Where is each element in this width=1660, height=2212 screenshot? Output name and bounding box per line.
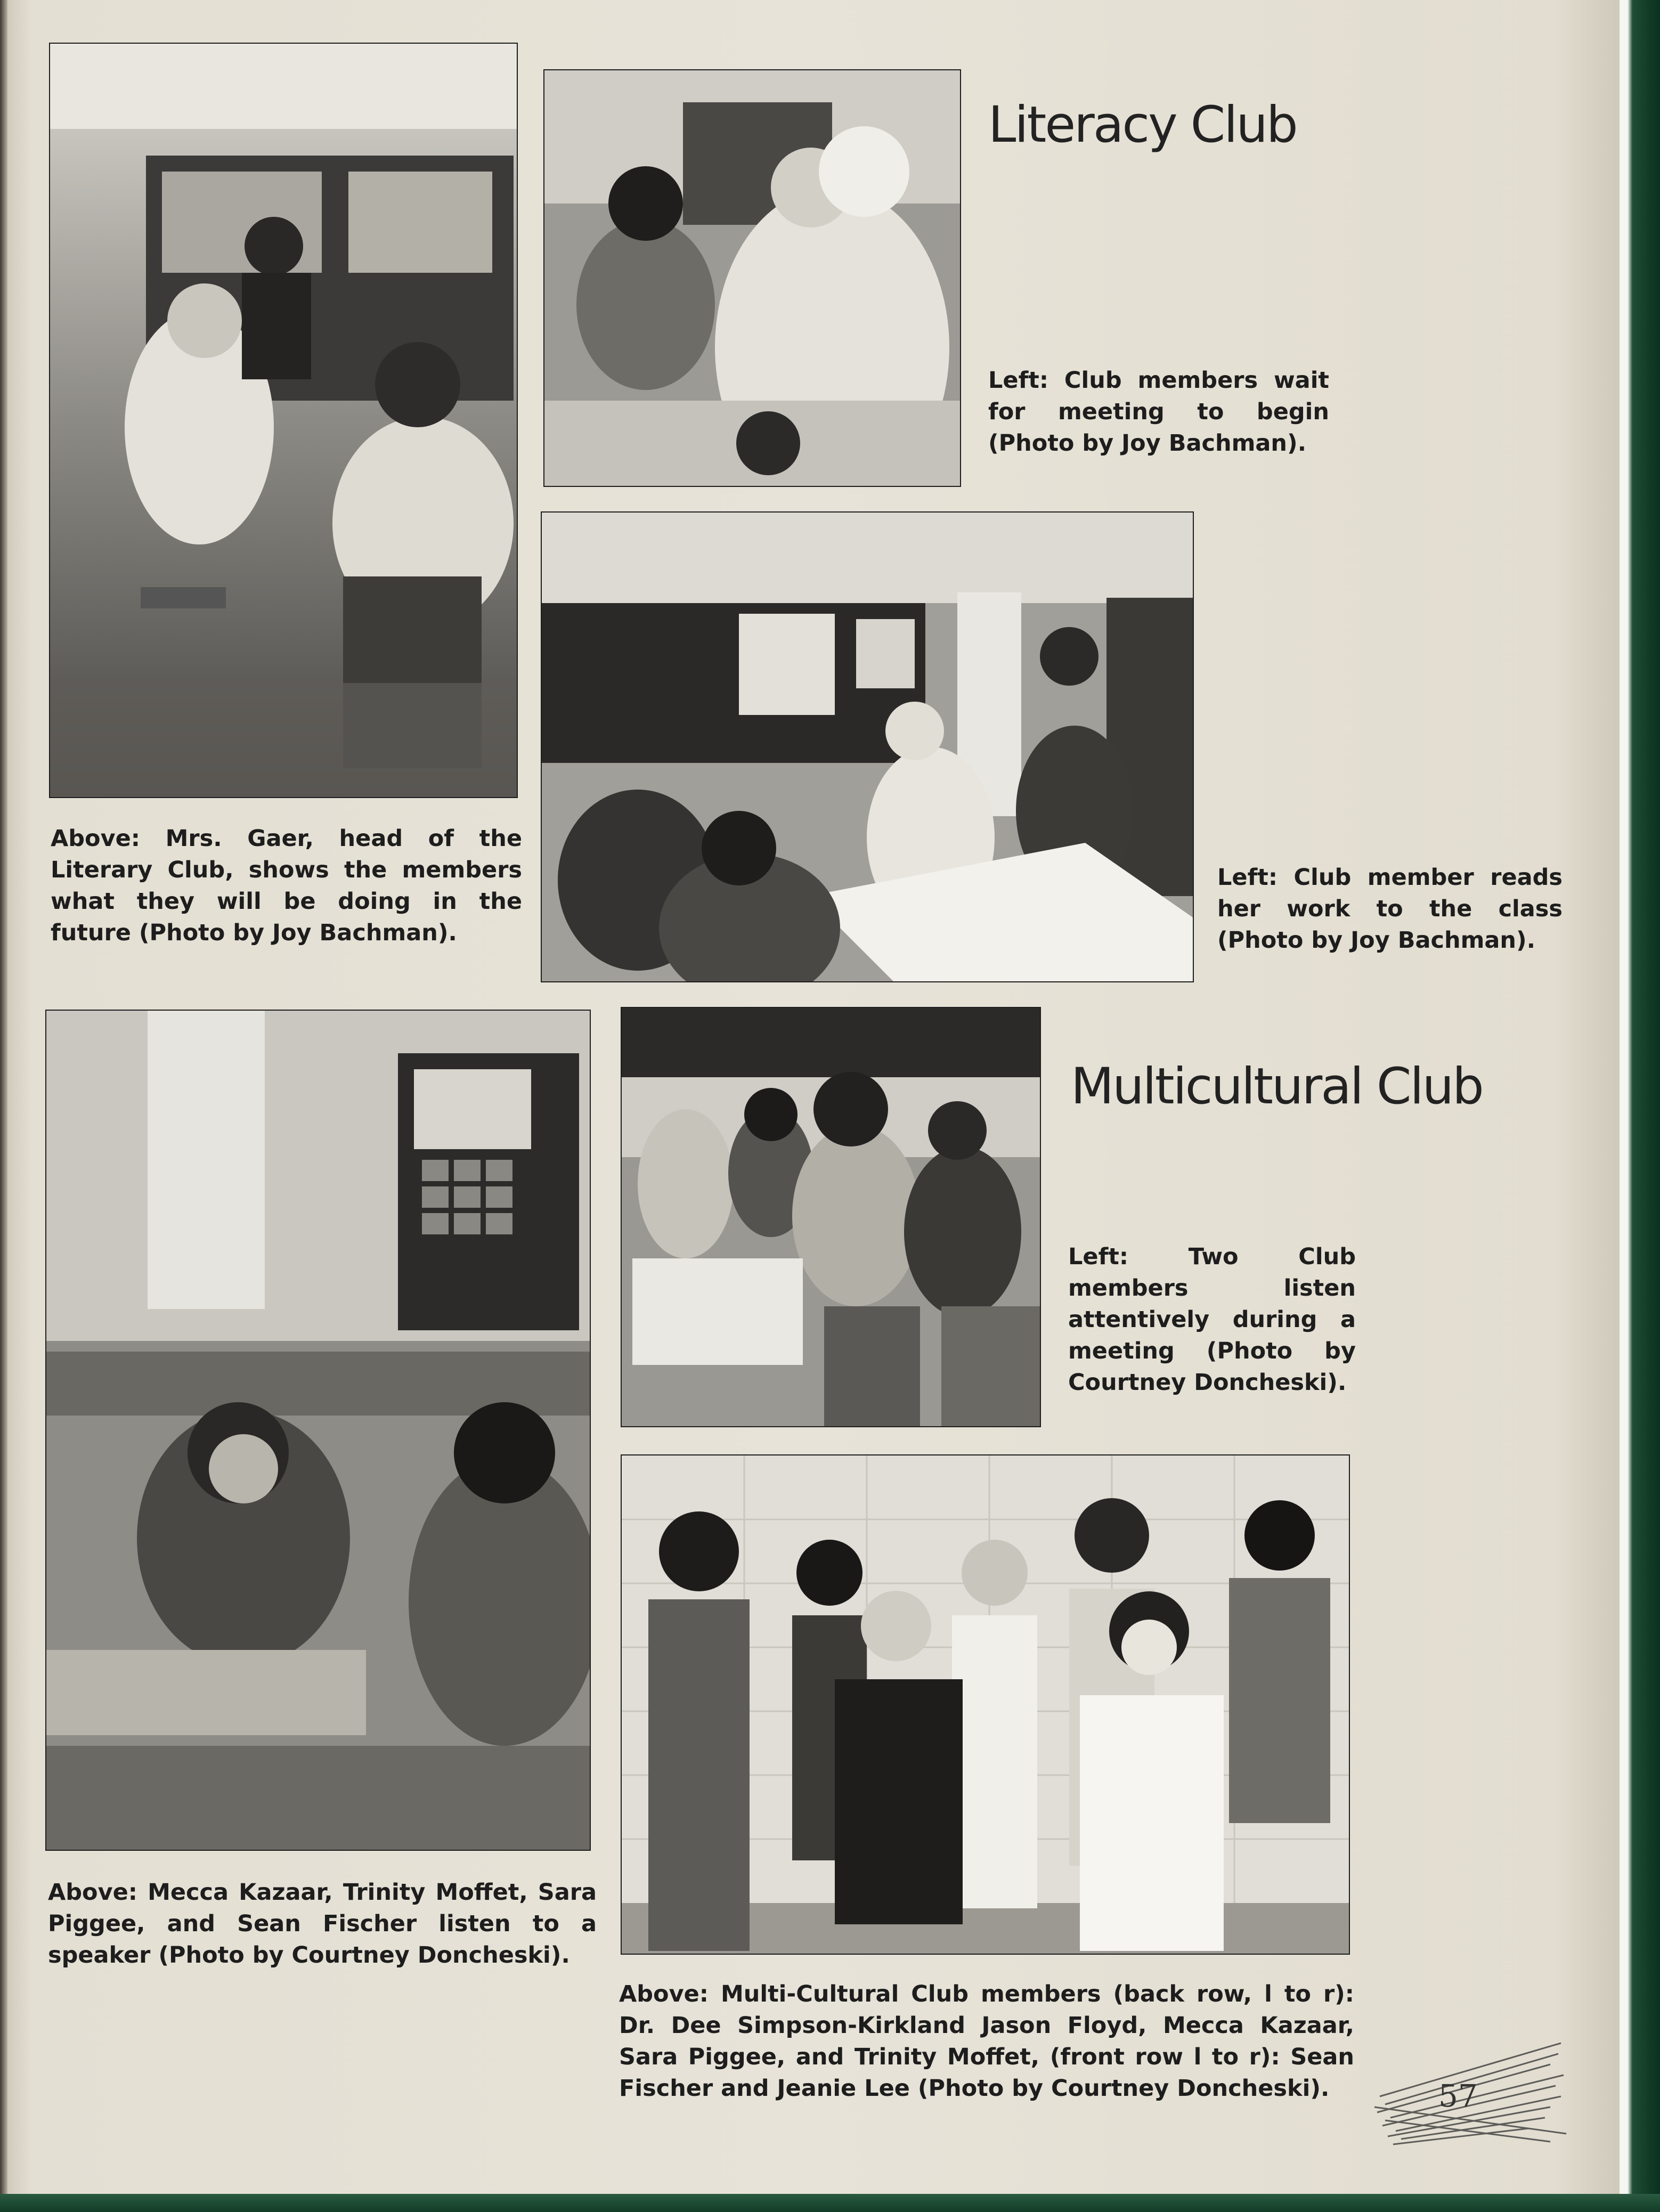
caption-multicultural-group-portrait: Above: Multi-Cultural Club members (back row, l to r): Dr. Dee Simpson-Kirkland Jason Floyd, Mecca Kazaar, Sara Piggee, and Trinity Moffet, (front row l to r): Sean Fischer and Jeanie Lee (Photo by Courtney Doncheski).	[619, 1981, 1354, 2102]
photo-multicultural-listening-speaker	[45, 1010, 591, 1851]
literacy-club-heading: Literacy Club	[988, 96, 1297, 154]
photo-literacy-teacher-presenting	[49, 43, 518, 798]
multicultural-club-heading: Multicultural Club	[1071, 1058, 1483, 1116]
page-number: 57	[1438, 2078, 1478, 2114]
photo-literacy-members-waiting	[543, 69, 961, 487]
caption-literacy-member-reading: Left: Club member reads her work to the class (Photo by Joy Bachman).	[1217, 864, 1563, 954]
page-left-edge	[0, 0, 7, 2212]
green-binding-spine	[1620, 0, 1660, 2212]
photo-multicultural-members-attentive	[621, 1007, 1041, 1427]
caption-multicultural-members-attentive: Left: Two Club members listen attentively during a meeting (Photo by Courtney Doncheski).	[1068, 1243, 1356, 1396]
caption-multicultural-listening-speaker: Above: Mecca Kazaar, Trinity Moffet, Sara Piggee, and Sean Fischer listen to a speaker (Photo by Courtney Doncheski).	[48, 1879, 597, 1969]
photo-literacy-member-reading	[541, 511, 1194, 982]
green-binding-bottom	[0, 2194, 1660, 2212]
photo-multicultural-group-portrait	[621, 1454, 1350, 1955]
caption-literacy-teacher-presenting: Above: Mrs. Gaer, head of the Literary Club, shows the members what they will be doing in the future (Photo by Joy Bachman).	[51, 825, 522, 946]
caption-literacy-members-waiting: Left: Club members wait for meeting to begin (Photo by Joy Bachman).	[988, 367, 1329, 457]
